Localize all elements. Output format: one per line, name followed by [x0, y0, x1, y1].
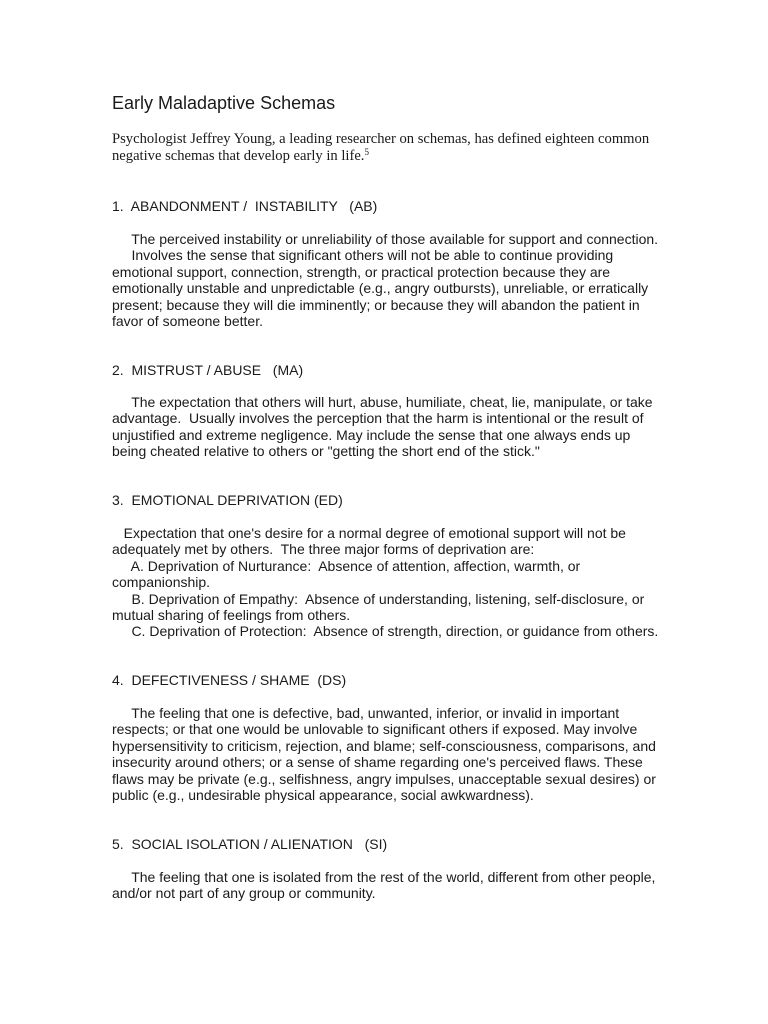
paragraph-line: C. Deprivation of Protection: Absence of strength, direction, or guidance from others. [112, 623, 659, 640]
section-heading-defectiveness: 4. DEFECTIVENESS / SHAME (DS) [112, 672, 347, 688]
paragraph-line: The feeling that one is isolated from the rest of the world, different from other people, [112, 869, 656, 885]
section-heading-abandonment: 1. ABANDONMENT / INSTABILITY (AB) [112, 198, 378, 214]
section-paragraph-emotional-deprivation [112, 525, 672, 640]
document-title: Early Maladaptive Schemas [112, 93, 336, 113]
paragraph-line: emotionally unstable and unpredictable (e.g., angry outbursts), unreliable, or erratically [112, 280, 649, 297]
paragraph-line: A. Deprivation of Nurturance: Absence of attention, affection, warmth, or [112, 557, 581, 574]
paragraph-line: The perceived instability or unreliability of those available for support and connection. [112, 231, 659, 247]
paragraph-line: Involves the sense that significant others will not be able to continue providing [112, 247, 614, 264]
section-paragraph-abandonment [112, 231, 672, 329]
section-paragraph-mistrust [112, 394, 672, 460]
paragraph-line: hypersensitivity to criticism, rejection, and blame; self-consciousness, comparisons, and [112, 737, 656, 754]
paragraph-line: The expectation that others will hurt, abuse, humiliate, cheat, lie, manipulate, or take [112, 394, 653, 410]
footnote-marker: 5 [364, 147, 369, 157]
paragraph-line: present; because they will die imminently; or because they will abandon the patient in [112, 296, 640, 313]
paragraph-line: and/or not part of any group or community. [112, 885, 376, 902]
paragraph-line: advantage. Usually involves the perception that the harm is intentional or the result of [112, 410, 644, 427]
paragraph-line: being cheated relative to others or "getting the short end of the stick." [112, 443, 540, 460]
intro-line [112, 148, 672, 165]
section-heading-mistrust: 2. MISTRUST / ABUSE (MA) [112, 362, 304, 378]
paragraph-line: flaws may be private (e.g., selfishness, angry impulses, unacceptable sexual desires) or [112, 770, 656, 787]
intro-line-text: negative schemas that develop early in life. [112, 148, 365, 164]
section-paragraph-social-isolation [112, 869, 672, 902]
paragraph-line: The feeling that one is defective, bad, unwanted, inferior, or invalid in important [112, 705, 620, 721]
paragraph-line: emotional support, connection, strength, or practical protection because they are [112, 263, 611, 280]
paragraph-line: favor of someone better. [112, 313, 263, 330]
paragraph-line: adequately met by others. The three major forms of deprivation are: [112, 541, 535, 558]
paragraph-line: B. Deprivation of Empathy: Absence of understanding, listening, self-disclosure, or [112, 590, 645, 607]
paragraph-line: companionship. [112, 574, 211, 591]
paragraph-line: mutual sharing of feelings from others. [112, 607, 351, 624]
section-heading-emotional-deprivation: 3. EMOTIONAL DEPRIVATION (ED) [112, 492, 343, 508]
section-heading-social-isolation: 5. SOCIAL ISOLATION / ALIENATION (SI) [112, 836, 388, 852]
paragraph-line: Expectation that one's desire for a normal degree of emotional support will not be [112, 525, 626, 541]
paragraph-line: unjustified and extreme negligence. May include the sense that one always ends up [112, 426, 631, 443]
intro-line: Psychologist Jeffrey Young, a leading researcher on schemas, has defined eighteen common [112, 131, 650, 147]
section-paragraph-defectiveness [112, 705, 672, 803]
paragraph-line: public (e.g., undesirable physical appearance, social awkwardness). [112, 787, 534, 804]
paragraph-line: respects; or that one would be unlovable to significant others if exposed. May involve [112, 721, 638, 738]
paragraph-line: insecurity around others; or a sense of shame regarding one's perceived flaws. These [112, 754, 643, 771]
intro-paragraph [112, 131, 672, 165]
